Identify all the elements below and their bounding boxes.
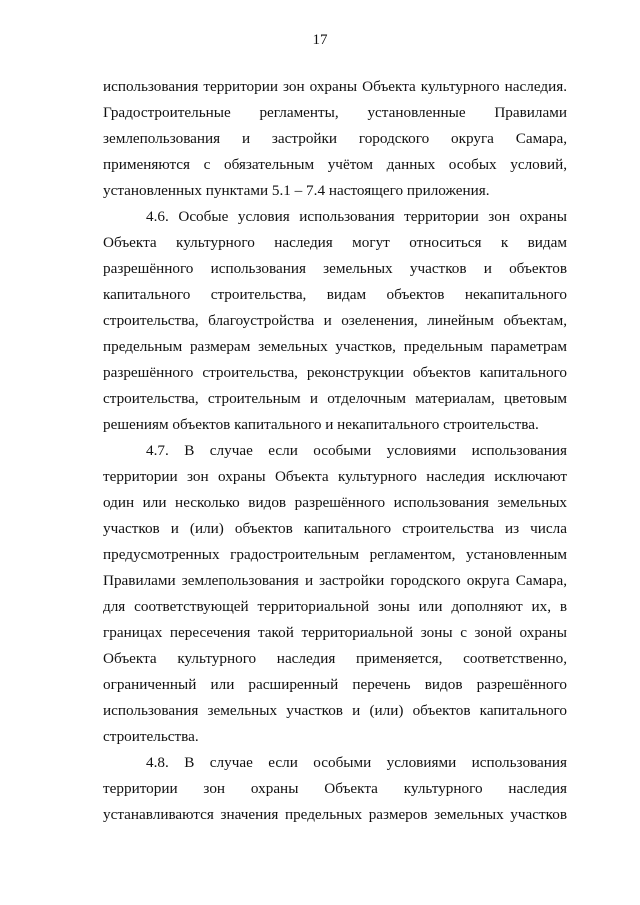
clause-heading-line: 4.8. В случае если особыми условиями использования: [146, 754, 567, 771]
text-line: участков и (или) объектов капитального строительства из числа: [103, 520, 567, 537]
text-line: предельным размерам земельных участков, предельным параметрам: [103, 338, 567, 355]
page-number: 17: [312, 32, 328, 48]
text-line: установленных пунктами 5.1 – 7.4 настоящего приложения.: [103, 182, 490, 199]
text-line: строительства, благоустройства и озеленения, линейным объектам,: [103, 312, 567, 329]
text-line: для соответствующей территориальной зоны или дополняют их, в: [103, 598, 567, 615]
paragraph-clause-4-6: [103, 204, 567, 438]
text-line: строительства, строительным и отделочным материалам, цветовым: [103, 390, 567, 407]
clause-heading-line: 4.7. В случае если особыми условиями использования: [146, 442, 567, 459]
text-line: решениям объектов капитального и некапитального строительства.: [103, 416, 539, 433]
text-line: разрешённого использования земельных участков и объектов: [103, 260, 567, 277]
paragraph-clause-4-7: [103, 438, 567, 750]
text-line: капитального строительства, видам объектов некапитального: [103, 286, 567, 303]
clause-heading-line: 4.6. Особые условия использования территории зон охраны: [146, 208, 567, 225]
text-line: границах пересечения такой территориальной зоны с зоной охраны: [103, 624, 567, 641]
text-line: устанавливаются значения предельных размеров земельных участков: [103, 806, 567, 823]
text-line: предусмотренных градостроительным регламентом, установленным: [103, 546, 567, 563]
text-line: Объекта культурного наследия могут относиться к видам: [103, 234, 567, 251]
text-line: разрешённого строительства, реконструкции объектов капитального: [103, 364, 567, 381]
document-body: [103, 74, 567, 828]
text-line: Градостроительные регламенты, установленные Правилами: [103, 104, 567, 121]
text-line: использования территории зон охраны Объекта культурного наследия.: [103, 78, 567, 95]
text-line: территории зон охраны Объекта культурного наследия исключают: [103, 468, 567, 485]
text-line: применяются с обязательным учётом данных особых условий,: [103, 156, 567, 173]
text-line: территории зон охраны Объекта культурного наследия: [103, 780, 567, 797]
text-line: Объекта культурного наследия применяется, соответственно,: [103, 650, 567, 667]
text-line: Правилами землепользования и застройки городского округа Самара,: [103, 572, 567, 589]
text-line: строительства.: [103, 728, 199, 745]
paragraph-continuation: [103, 74, 567, 204]
text-line: землепользования и застройки городского округа Самара,: [103, 130, 567, 147]
text-line: ограниченный или расширенный перечень видов разрешённого: [103, 676, 567, 693]
paragraph-clause-4-8: [103, 750, 567, 828]
text-line: использования земельных участков и (или) объектов капитального: [103, 702, 567, 719]
text-line: один или несколько видов разрешённого использования земельных: [103, 494, 567, 511]
